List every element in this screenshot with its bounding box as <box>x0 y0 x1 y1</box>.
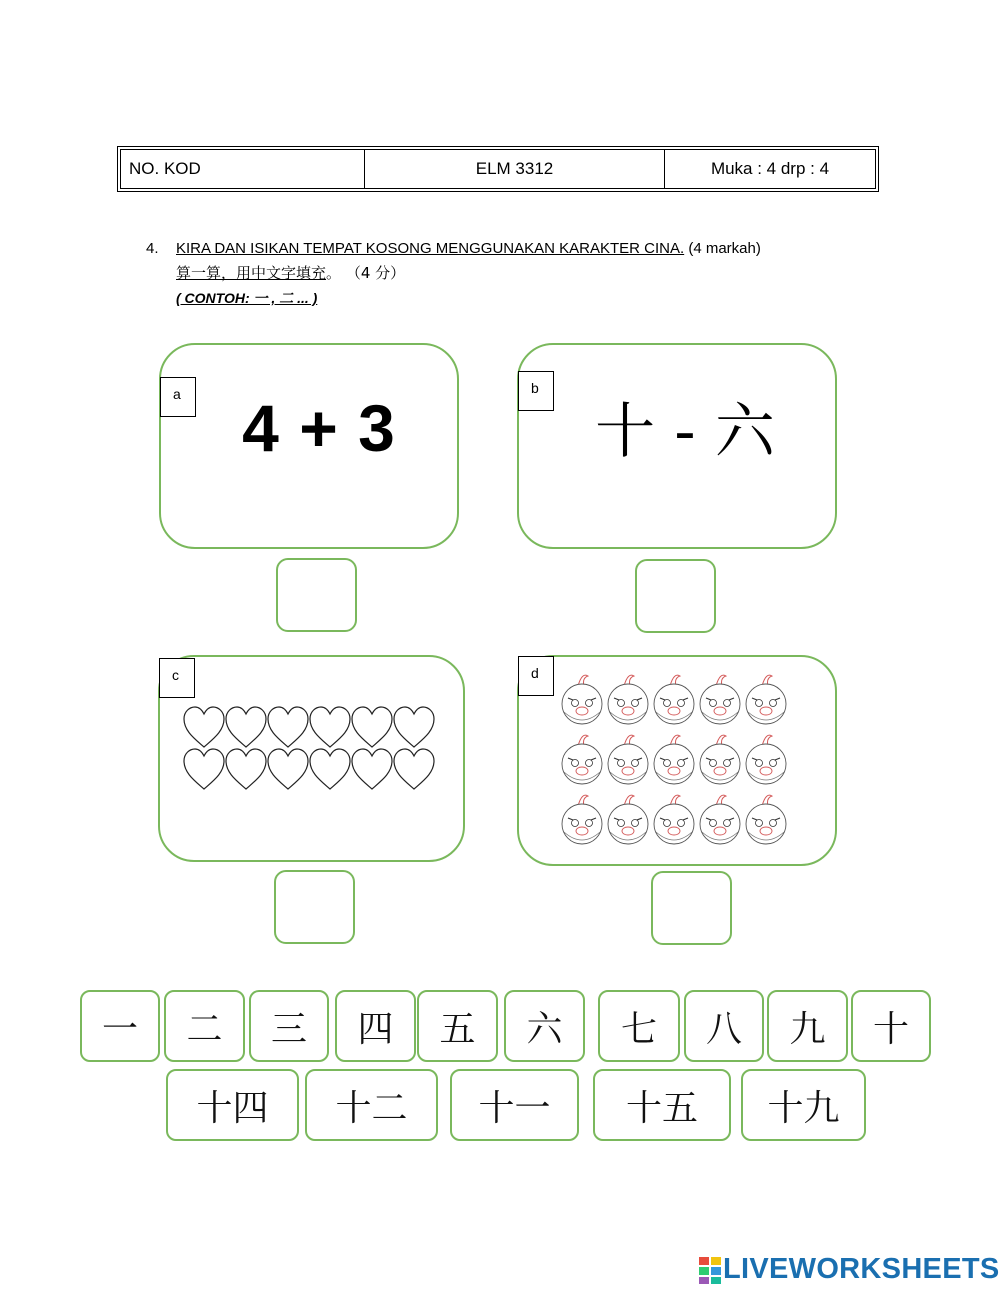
heart-icon <box>310 749 350 789</box>
tile-3[interactable]: 三 <box>249 990 329 1062</box>
example-text: ( CONTOH: 一 , 二 ... ) <box>176 290 318 306</box>
bird-face-icon <box>700 735 740 784</box>
bird-face-icon <box>700 675 740 724</box>
tile-6[interactable]: 六 <box>504 990 585 1062</box>
heart-icon <box>394 707 434 747</box>
question-instruction <box>176 240 761 257</box>
label-b: b <box>518 371 554 411</box>
bird-face-icon <box>608 735 648 784</box>
expression-b: 十 - 六 <box>595 397 775 467</box>
question-instruction-cn <box>176 262 405 283</box>
heart-icon <box>394 749 434 789</box>
heart-icon <box>184 749 224 789</box>
tile-7[interactable]: 七 <box>598 990 680 1062</box>
tile-14[interactable]: 十四 <box>166 1069 299 1141</box>
bird-face-icon <box>746 735 786 784</box>
course-code: ELM 3312 <box>364 150 664 188</box>
question-number: 4. <box>146 240 159 257</box>
tile-19[interactable]: 十九 <box>741 1069 866 1141</box>
expression-a: 4 + 3 <box>242 391 396 465</box>
tile-5[interactable]: 五 <box>417 990 498 1062</box>
bird-face-icon <box>654 735 694 784</box>
label-a: a <box>160 377 196 417</box>
bird-face-icon <box>608 795 648 844</box>
brand-icon <box>697 1255 723 1285</box>
heart-icon <box>310 707 350 747</box>
heart-icon <box>352 707 392 747</box>
tile-2[interactable]: 二 <box>164 990 245 1062</box>
birds-picture <box>558 670 798 856</box>
bird-face-icon <box>562 735 602 784</box>
answer-box-b[interactable] <box>635 559 716 633</box>
answer-box-c[interactable] <box>274 870 355 944</box>
marks-text: (4 markah) <box>688 240 761 257</box>
instruction-cn-end: 。 <box>326 264 342 282</box>
brand-text: LIVEWORKSHEETS <box>723 1253 1000 1285</box>
heart-icon <box>268 749 308 789</box>
answer-box-a[interactable] <box>276 558 357 632</box>
heart-icon <box>226 707 266 747</box>
bird-face-icon <box>746 795 786 844</box>
tile-4[interactable]: 四 <box>335 990 416 1062</box>
heart-icon <box>268 707 308 747</box>
hearts-picture <box>182 706 444 794</box>
bird-face-icon <box>608 675 648 724</box>
tile-8[interactable]: 八 <box>684 990 764 1062</box>
brand-logo[interactable] <box>697 1253 1000 1286</box>
heart-icon <box>352 749 392 789</box>
bird-face-icon <box>562 795 602 844</box>
page-info: Muka : 4 drp : 4 <box>664 150 875 188</box>
bird-face-icon <box>746 675 786 724</box>
instruction-text: KIRA DAN ISIKAN TEMPAT KOSONG MENGGUNAKAN KARAKTER CINA. <box>176 240 685 257</box>
instruction-cn-text: 算一算，用中文字填充 <box>176 264 327 282</box>
label-c: c <box>159 658 195 698</box>
heart-icon <box>226 749 266 789</box>
tile-10[interactable]: 十 <box>851 990 931 1062</box>
marks-cn-text: （4 分） <box>345 264 406 282</box>
bird-face-icon <box>654 795 694 844</box>
tile-15[interactable]: 十五 <box>593 1069 731 1141</box>
label-d: d <box>518 656 554 696</box>
bird-face-icon <box>700 795 740 844</box>
bird-face-icon <box>654 675 694 724</box>
answer-box-d[interactable] <box>651 871 732 945</box>
header-table <box>117 146 879 192</box>
tile-9[interactable]: 九 <box>767 990 848 1062</box>
code-label: NO. KOD <box>129 159 201 178</box>
tile-1[interactable]: 一 <box>80 990 160 1062</box>
bird-face-icon <box>562 675 602 724</box>
heart-icon <box>184 707 224 747</box>
tile-12[interactable]: 十二 <box>305 1069 438 1141</box>
tile-11[interactable]: 十一 <box>450 1069 579 1141</box>
